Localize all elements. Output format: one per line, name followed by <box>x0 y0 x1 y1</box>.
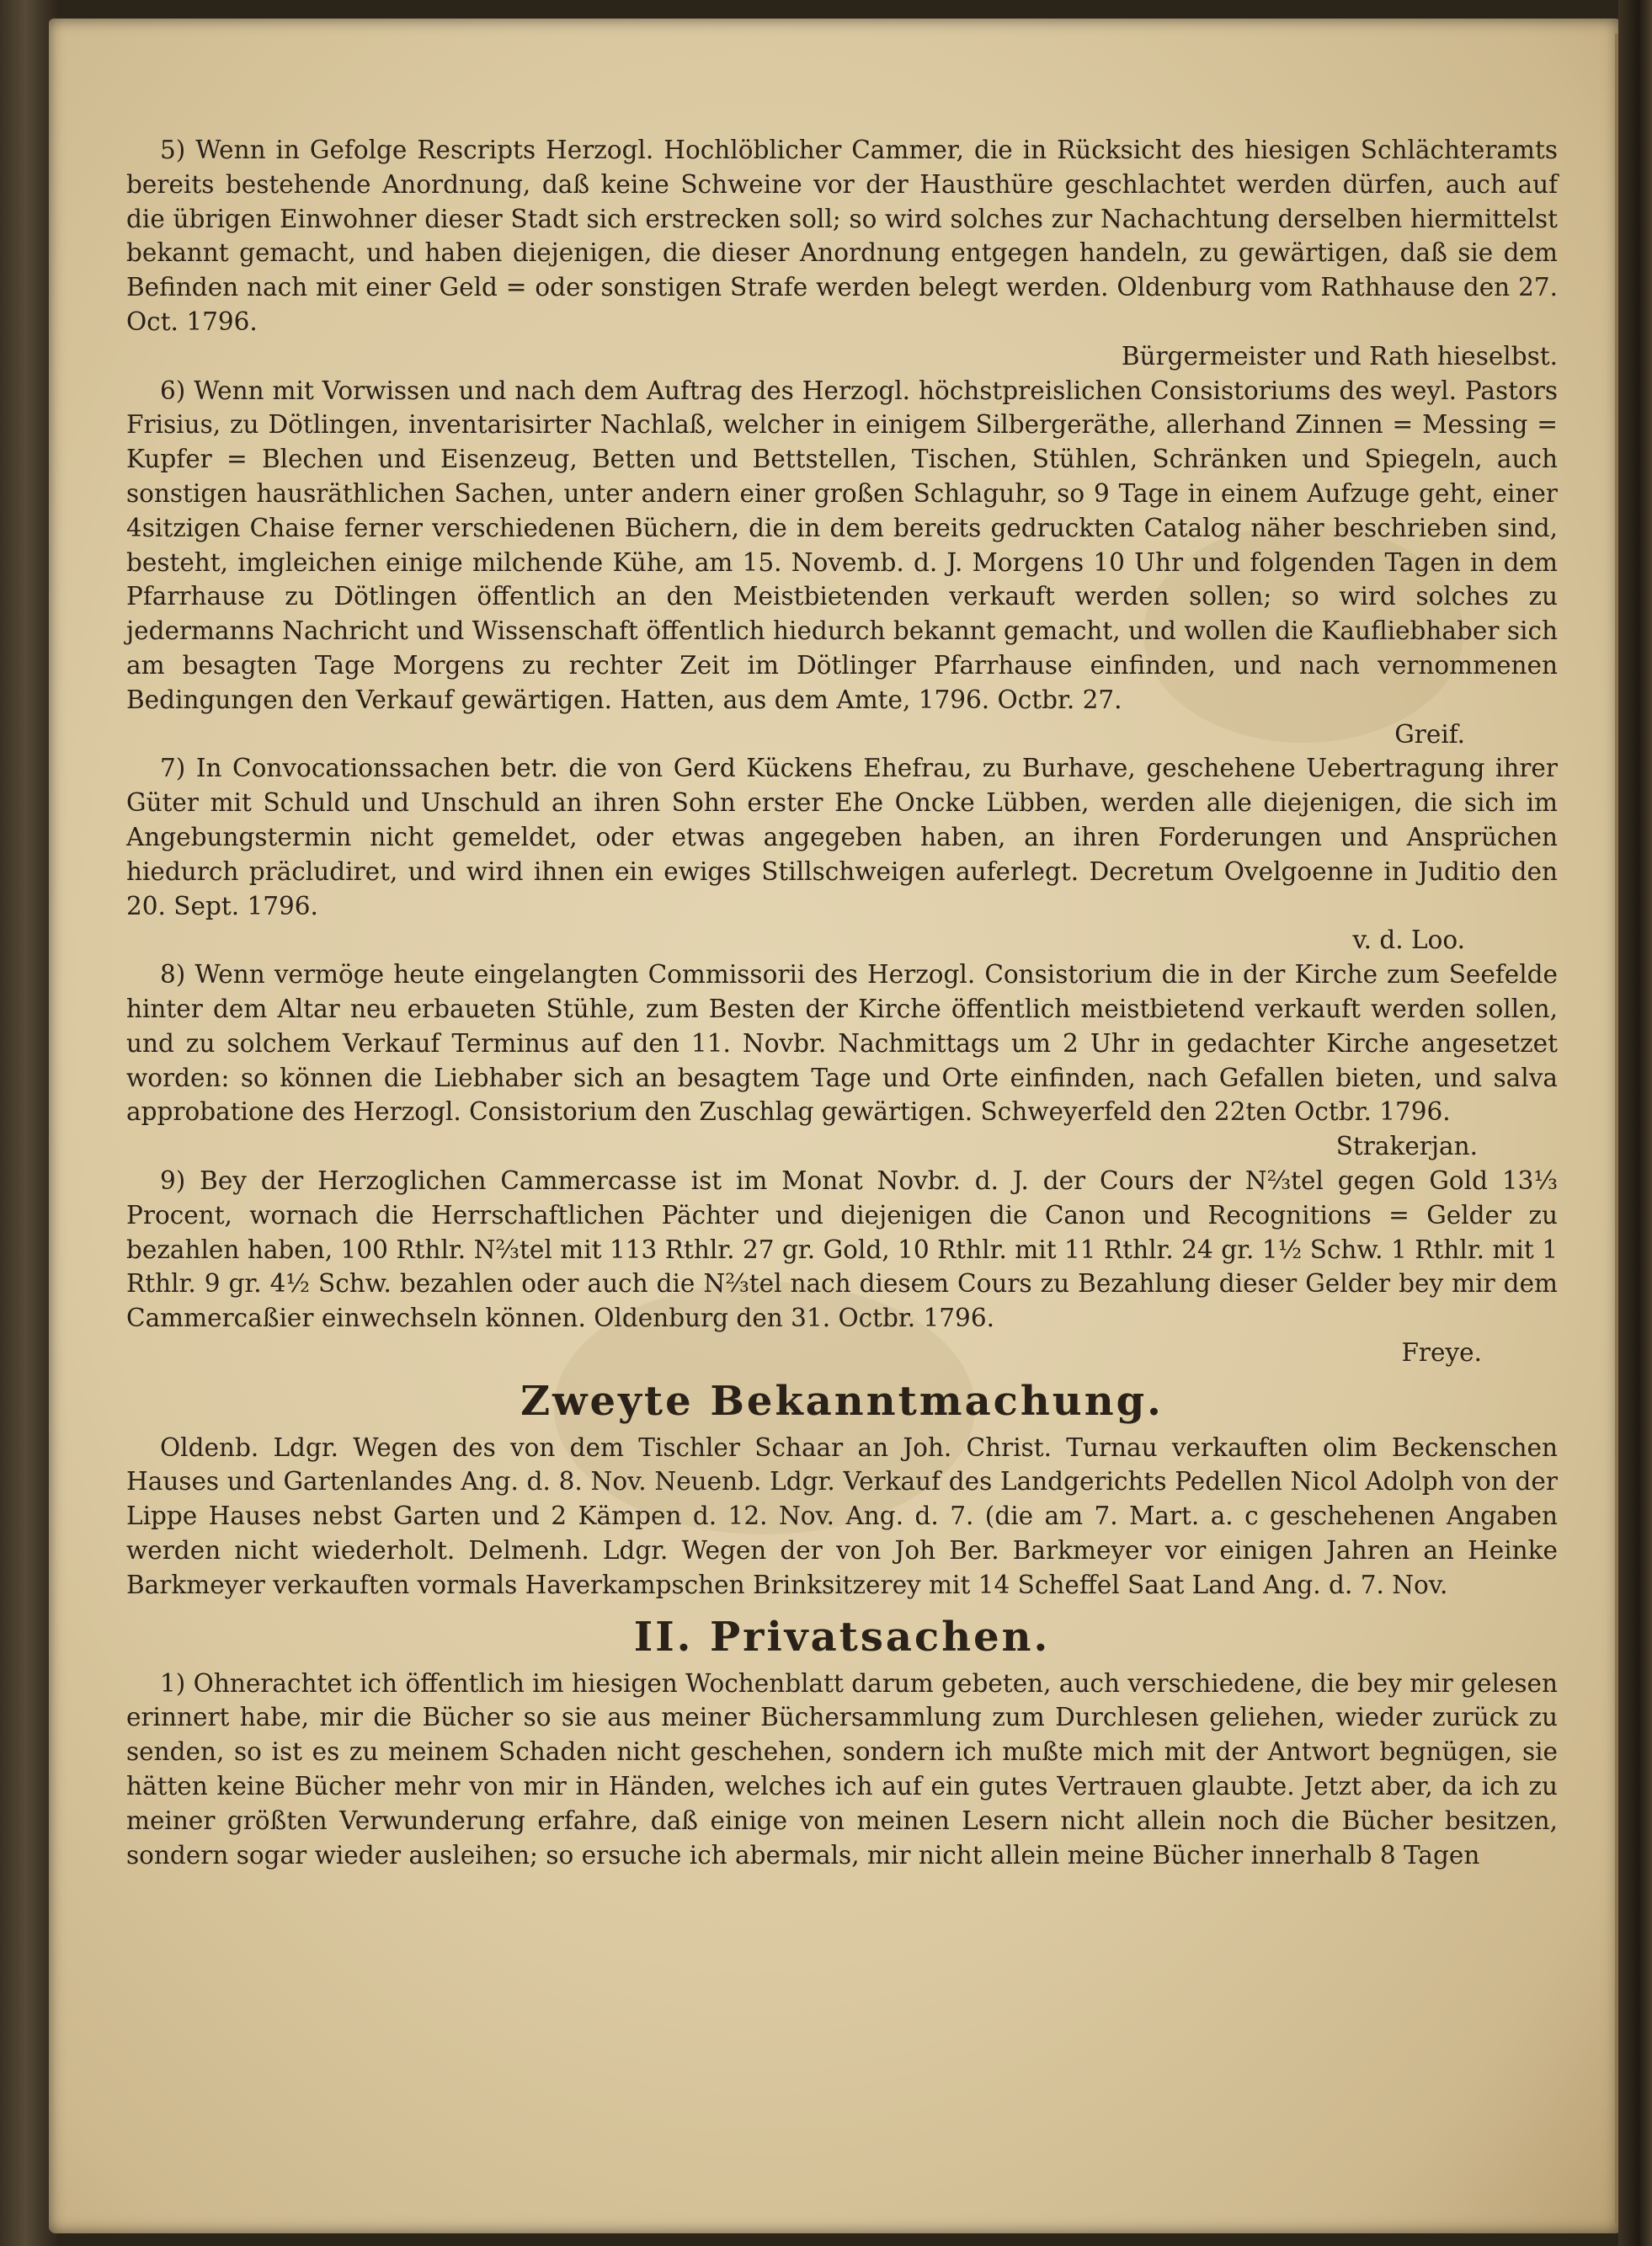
notice-7: 7) In Convocationssachen betr. die von Gerd Kückens Ehefrau, zu Burhave, geschehene Uebertragung ihrer Güter mit Schuld und Unschuld an ihren Sohn erster Ehe Oncke Lübben, werden alle diejenigen, die sich im Angebungstermin nicht gemeldet, oder etwas angegeben haben, an ihren Forderungen und Ansprüchen hiedurch präcludiret, und wird ihnen ein ewiges Stillschweigen auferlegt. Decretum Ovelgoenne in Juditio den 20. Sept. 1796. <box>126 754 1558 920</box>
notice-5-signature: Bürgermeister und Rath hieselbst. <box>1121 341 1558 371</box>
notice-8: 8) Wenn vermöge heute eingelangten Commissorii des Herzogl. Consistorium die in der Kirche zum Seefelde hinter dem Altar neu erbaueten Stühle, zum Besten der Kirche öffentlich meistbietend verkauft werden sollen, und zu solchem Verkauf Terminus auf den 11. Novbr. Nachmittags um 2 Uhr in gedachter Kirche angesetzet worden: so können die Liebhaber sich an besagtem Tage und Orte einfinden, nach Gefallen bieten, und salva approbatione des Herzogl. Consistorium den Zuschlag gewärtigen. Schweyerfeld den 22ten Octbr. 1796. <box>126 960 1558 1127</box>
section-heading-private-matters: II. Privatsachen. <box>633 1613 1051 1661</box>
notice-7-signature: v. d. Loo. <box>1352 926 1465 955</box>
notice-8-signature: Strakerjan. <box>1335 1132 1478 1161</box>
notice-9-signature: Freye. <box>1401 1337 1482 1367</box>
notice-6-signature: Greif. <box>1394 719 1465 749</box>
private-notice-1: 1) Ohnerachtet ich öffentlich im hiesigen Wochenblatt darum gebeten, auch verschiedene, die bey mir gelesen erinnert habe, mir die Bücher so sie aus meiner Büchersammlung zum Durchlesen geliehen, wieder zurück zu senden, so ist es zu meinem Schaden nicht geschehen, sondern ich mußte mich mit der Antwort begnügen, sie hätten keine Bücher mehr von mir in Händen, welches ich auf ein gutes Vertrauen glaubte. Jetzt aber, da ich zu meiner größten Verwunderung erfahre, daß einige von meinen Lesern nicht allein noch die Bücher besitzen, sondern sogar wieder ausleihen; so ersuche ich abermals, mir nicht allein meine Bücher innerhalb 8 Tagen <box>126 1668 1558 1870</box>
section-heading-second-announcement: Zweyte Bekanntmachung. <box>520 1377 1164 1425</box>
book-spine <box>1618 0 1652 2246</box>
notice-6: 6) Wenn mit Vorwissen und nach dem Auftrag des Herzogl. höchstpreislichen Consistoriums des weyl. Pastors Frisius, zu Dötlingen, inventarisirter Nachlaß, welcher in einigem Silbergeräthe, allerhand Zinnen = Messing = Kupfer = Blechen und Eisenzeug, Betten und Bettstellen, Tischen, Stühlen, Schränken und Spiegeln, auch sonstigen hausräthlichen Sachen, unter andern einer großen Schlaguhr, so 9 Tage in einem Aufzuge geht, einer 4sitzigen Chaise ferner verschiedenen Büchern, die in dem bereits gedruckten Catalog näher beschrieben sind, besteht, imgleichen einige milchende Kühe, am 15. Novemb. d. J. Morgens 10 Uhr und folgenden Tagen in dem Pfarrhause zu Dötlingen öffentlich an den Meistbietenden verkauft werden sollen; so wird solches zu jedermanns Nachricht und Wissenschaft öffentlich hiedurch bekannt gemacht, und wollen die Kaufliebhaber sich am besagten Tage Morgens zu rechter Zeit im Dötlinger Pfarrhause einfinden, und nach vernommenen Bedingungen den Verkauf gewärtigen. Hatten, aus dem Amte, 1796. Octbr. 27. <box>126 376 1558 714</box>
page-text <box>126 133 1558 1872</box>
court-announcements: Oldenb. Ldgr. Wegen des von dem Tischler Schaar an Joh. Christ. Turnau verkauften olim Beckenschen Hauses und Gartenlandes Ang. d. 8. Nov. Neuenb. Ldgr. Verkauf des Landgerichts Pedellen Nicol Adolph von der Lippe Hauses nebst Garten und 2 Kämpen d. 12. Nov. Ang. d. 7. (die am 7. Mart. a. c geschehenen Angaben werden nicht wiederholt. Delmenh. Ldgr. Wegen der von Joh Ber. Barkmeyer vor einigen Jahren an Heinke Barkmeyer verkauften vormals Haverkampschen Brinksitzerey mit 14 Scheffel Saat Land Ang. d. 7. Nov. <box>126 1432 1558 1599</box>
notice-5: 5) Wenn in Gefolge Rescripts Herzogl. Hochlöblicher Cammer, die in Rücksicht des hiesigen Schlächteramts bereits bestehende Anordnung, daß keine Schweine vor der Hausthüre geschlachtet werden dürfen, auch auf die übrigen Einwohner dieser Stadt sich erstrecken soll; so wird solches zur Nachachtung derselben hiermittelst bekannt gemacht, und haben diejenigen, die dieser Anordnung entgegen handeln, zu gewärtigen, daß sie dem Befinden nach mit einer Geld = oder sonstigen Strafe werden belegt werden. Oldenburg vom Rathhause den 27. Oct. 1796. <box>126 136 1558 336</box>
notice-9: 9) Bey der Herzoglichen Cammercasse ist im Monat Novbr. d. J. der Cours der N⅔tel gegen Gold 13⅓ Procent, wornach die Herrschaftlichen Pächter und diejenigen die Canon und Recognitions = Gelder zu bezahlen haben, 100 Rthlr. N⅔tel mit 113 Rthlr. 27 gr. Gold, 10 Rthlr. mit 11 Rthlr. 24 gr. 1½ Schw. 1 Rthlr. mit 1 Rthlr. 9 gr. 4½ Schw. bezahlen oder auch die N⅔tel nach diesem Cours zu Bezahlung dieser Gelder bey mir dem Cammercaßier einwechseln können. Oldenburg den 31. Octbr. 1796. <box>126 1166 1558 1333</box>
